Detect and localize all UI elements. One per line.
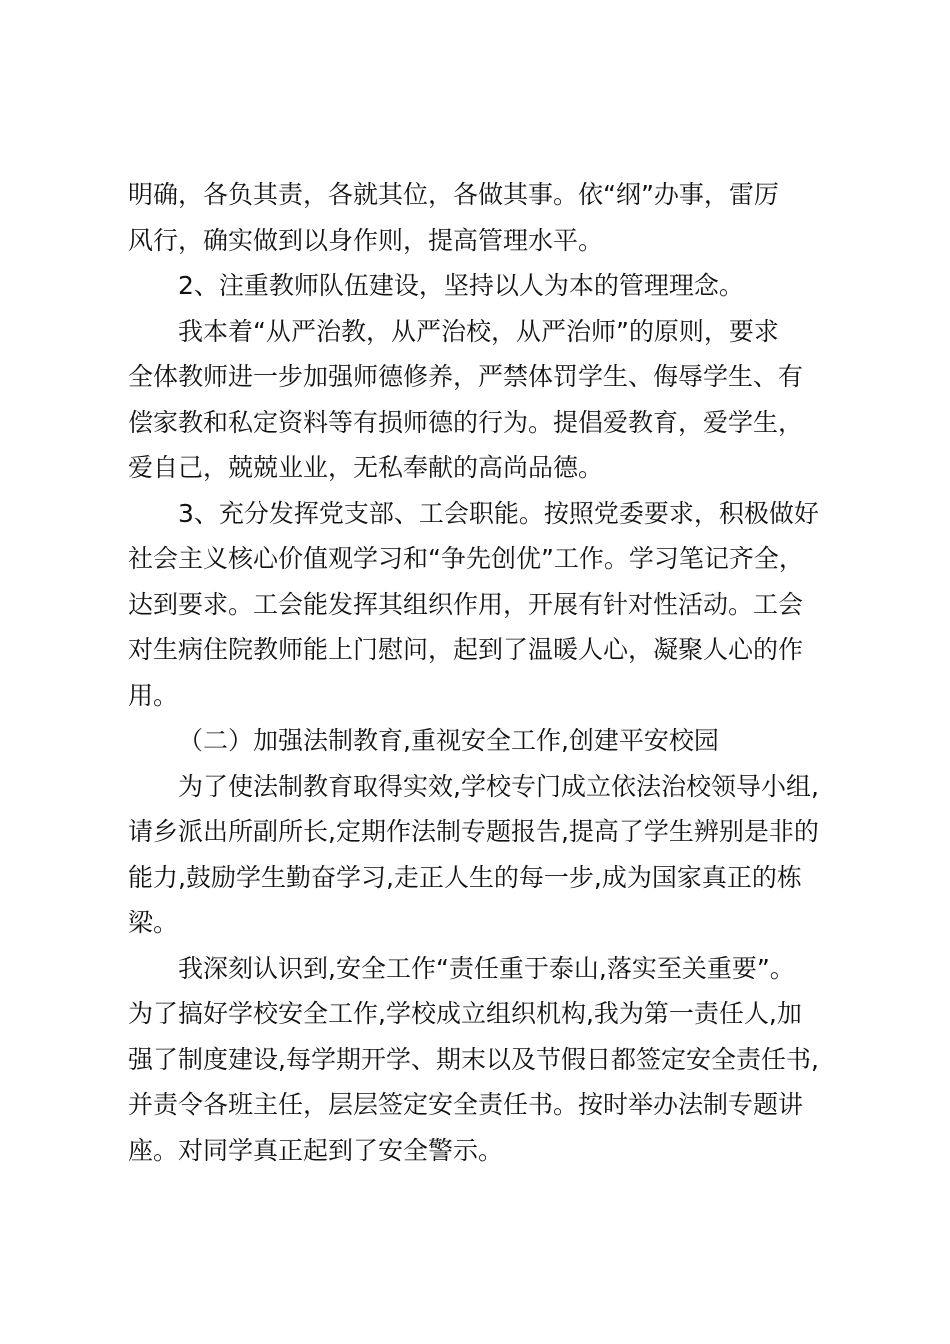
text-line: 明确，各负其责，各就其位，各做其事。依“纲”办事，雷厉 bbox=[128, 180, 779, 209]
text-line: 座。对同学真正起到了安全警示。 bbox=[128, 1135, 504, 1165]
text-line: 偿家教和私定资料等有损师德的行为。提倡爱教育，爱学生， bbox=[128, 407, 804, 437]
text-line: 并责令各班主任，层层签定安全责任书。按时举办法制专题讲 bbox=[128, 1090, 804, 1119]
text-line: 请乡派出所副所长,定期作法制专题报告,提高了学生辨别是非的 bbox=[128, 817, 819, 846]
text-line: 梁。 bbox=[128, 908, 179, 937]
text-line: 爱自己，兢兢业业，无私奉献的高尚品德。 bbox=[128, 453, 604, 482]
text-line: 为了搞好学校安全工作,学校成立组织机构,我为第一责任人,加 bbox=[128, 999, 802, 1028]
body-text bbox=[128, 172, 834, 1173]
section-heading: 2、注重教师队伍建设，坚持以人为本的管理理念。 bbox=[178, 271, 744, 300]
text-line: 社会主义核心价值观学习和“争先创优”工作。学习笔记齐全， bbox=[128, 544, 804, 573]
section-heading: （二）加强法制教育,重视安全工作,创建平安校园 bbox=[178, 726, 719, 755]
text-line: 我本着“从严治教，从严治校，从严治师”的原则，要求 bbox=[178, 316, 779, 346]
text-line: 用。 bbox=[128, 680, 179, 710]
text-line: 为了使法制教育取得实效,学校专门成立依法治校领导小组, bbox=[178, 771, 819, 801]
text-line: 强了制度建设,每学期开学、期末以及节假日都签定安全责任书, bbox=[128, 1044, 819, 1074]
section-heading: 3、充分发挥党支部、工会职能。按照党委要求，积极做好 bbox=[178, 498, 819, 528]
text-line: 能力,鼓励学生勤奋学习,走正人生的每一步,成为国家真正的栋 bbox=[128, 862, 802, 892]
text-line: 对生病住院教师能上门慰问，起到了温暖人心，凝聚人心的作 bbox=[128, 635, 804, 664]
text-line: 达到要求。工会能发挥其组织作用，开展有针对性活动。工会 bbox=[128, 589, 804, 619]
text-line: 我深刻认识到,安全工作“责任重于泰山,落实至关重要”。 bbox=[178, 953, 795, 983]
text-line: 风行，确实做到以身作则，提高管理水平。 bbox=[128, 225, 604, 255]
text-line: 全体教师进一步加强师德修养，严禁体罚学生、侮辱学生、有 bbox=[128, 362, 804, 391]
